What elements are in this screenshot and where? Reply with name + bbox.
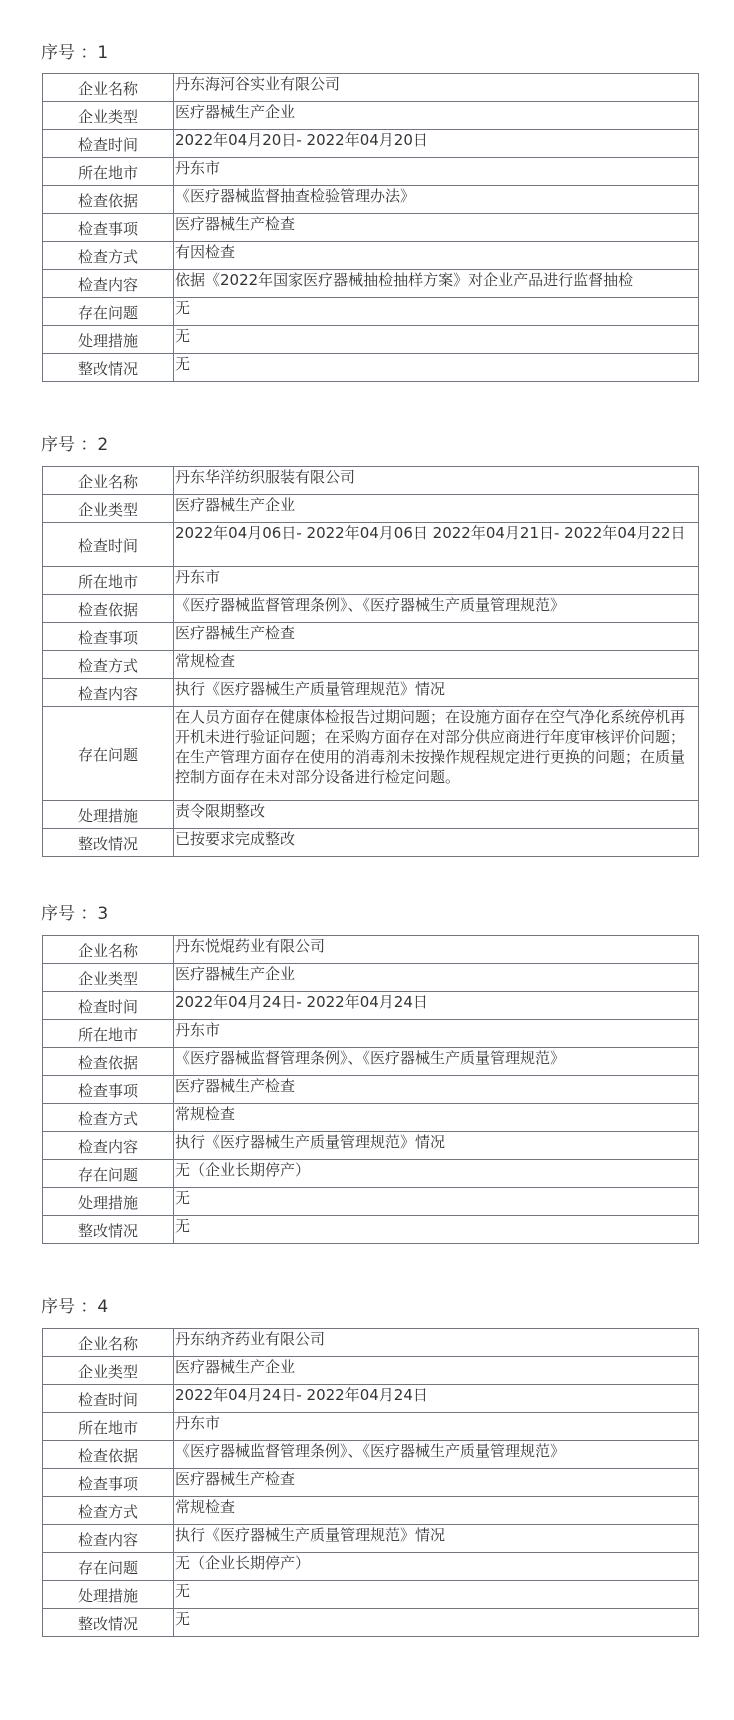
row-label: 企业类型 (43, 964, 174, 992)
table-row (43, 1497, 699, 1525)
table-row (43, 1609, 699, 1637)
row-value: 医疗器械生产检查 (174, 623, 699, 651)
row-label: 所在地市 (43, 158, 174, 186)
row-label: 整改情况 (43, 829, 174, 857)
table-row (43, 1188, 699, 1216)
row-value: 医疗器械生产企业 (174, 102, 699, 130)
row-value: 常规检查 (174, 651, 699, 679)
row-label: 所在地市 (43, 567, 174, 595)
row-label: 检查内容 (43, 1132, 174, 1160)
row-label: 检查依据 (43, 186, 174, 214)
row-label: 整改情况 (43, 1609, 174, 1637)
row-value: 《医疗器械监督抽查检验管理办法》 (174, 186, 699, 214)
table-row (43, 186, 699, 214)
table-row (43, 242, 699, 270)
table-row (43, 651, 699, 679)
table-row (43, 1329, 699, 1357)
row-value: 无（企业长期停产） (174, 1160, 699, 1188)
table-row (43, 1048, 699, 1076)
table-row (43, 1216, 699, 1244)
row-value: 依据《2022年国家医疗器械抽检抽样方案》对企业产品进行监督抽检 (174, 270, 699, 298)
record-table (42, 466, 699, 857)
table-row (43, 1469, 699, 1497)
table-row (43, 158, 699, 186)
table-row (43, 1581, 699, 1609)
record-table (42, 73, 699, 382)
table-row (43, 1160, 699, 1188)
row-value: 常规检查 (174, 1104, 699, 1132)
table-row (43, 1441, 699, 1469)
table-row (43, 1132, 699, 1160)
table-row (43, 1385, 699, 1413)
row-label: 处理措施 (43, 1188, 174, 1216)
row-value: 丹东纳齐药业有限公司 (174, 1329, 699, 1357)
record-heading: 序号 ：4 (41, 1297, 109, 1317)
table-row (43, 1525, 699, 1553)
table-row (43, 707, 699, 801)
row-label: 检查时间 (43, 1385, 174, 1413)
row-label: 检查方式 (43, 1497, 174, 1525)
row-label: 存在问题 (43, 1160, 174, 1188)
row-label: 存在问题 (43, 707, 174, 801)
row-label: 企业类型 (43, 102, 174, 130)
row-label: 检查事项 (43, 214, 174, 242)
row-value: 无 (174, 354, 699, 382)
record-heading: 序号 ：2 (41, 435, 109, 455)
row-label: 检查方式 (43, 651, 174, 679)
record-table (42, 935, 699, 1244)
row-value: 丹东市 (174, 1020, 699, 1048)
table-row (43, 1413, 699, 1441)
row-value: 《医疗器械监督管理条例》、《医疗器械生产质量管理规范》 (174, 595, 699, 623)
row-value: 已按要求完成整改 (174, 829, 699, 857)
table-row (43, 1553, 699, 1581)
row-label: 检查时间 (43, 523, 174, 567)
row-label: 整改情况 (43, 354, 174, 382)
row-value: 丹东海河谷实业有限公司 (174, 74, 699, 102)
row-value: 2022年04月24日- 2022年04月24日 (174, 992, 699, 1020)
table-row (43, 829, 699, 857)
row-label: 检查依据 (43, 595, 174, 623)
row-label: 检查依据 (43, 1048, 174, 1076)
record-heading: 序号 ：1 (41, 43, 109, 63)
table-row (43, 567, 699, 595)
row-label: 检查事项 (43, 1469, 174, 1497)
row-label: 检查方式 (43, 242, 174, 270)
table-row (43, 1357, 699, 1385)
table-row (43, 298, 699, 326)
row-value: 无 (174, 1609, 699, 1637)
row-value: 医疗器械生产检查 (174, 1469, 699, 1497)
row-value: 医疗器械生产企业 (174, 964, 699, 992)
row-value: 执行《医疗器械生产质量管理规范》情况 (174, 1132, 699, 1160)
row-value: 丹东市 (174, 1413, 699, 1441)
row-label: 存在问题 (43, 298, 174, 326)
table-row (43, 326, 699, 354)
row-value: 无（企业长期停产） (174, 1553, 699, 1581)
row-label: 企业名称 (43, 74, 174, 102)
table-row (43, 595, 699, 623)
table-row (43, 801, 699, 829)
row-label: 检查内容 (43, 1525, 174, 1553)
table-row (43, 623, 699, 651)
table-row (43, 74, 699, 102)
table-row (43, 214, 699, 242)
row-value: 无 (174, 1581, 699, 1609)
table-row (43, 270, 699, 298)
table-row (43, 1104, 699, 1132)
row-label: 企业名称 (43, 467, 174, 495)
row-value: 执行《医疗器械生产质量管理规范》情况 (174, 679, 699, 707)
row-value: 丹东华洋纺织服装有限公司 (174, 467, 699, 495)
row-label: 检查内容 (43, 679, 174, 707)
row-label: 检查时间 (43, 130, 174, 158)
row-value: 有因检查 (174, 242, 699, 270)
row-value: 无 (174, 326, 699, 354)
row-label: 检查事项 (43, 1076, 174, 1104)
table-row (43, 1076, 699, 1104)
row-value: 丹东市 (174, 158, 699, 186)
row-value: 无 (174, 1188, 699, 1216)
table-row (43, 467, 699, 495)
row-value: 医疗器械生产企业 (174, 1357, 699, 1385)
table-row (43, 354, 699, 382)
row-label: 处理措施 (43, 1581, 174, 1609)
row-label: 企业名称 (43, 1329, 174, 1357)
row-label: 存在问题 (43, 1553, 174, 1581)
table-row (43, 964, 699, 992)
row-value: 医疗器械生产检查 (174, 214, 699, 242)
row-label: 企业类型 (43, 495, 174, 523)
row-label: 所在地市 (43, 1020, 174, 1048)
row-label: 检查依据 (43, 1441, 174, 1469)
row-value: 2022年04月24日- 2022年04月24日 (174, 1385, 699, 1413)
table-row (43, 679, 699, 707)
row-label: 企业类型 (43, 1357, 174, 1385)
row-value: 丹东市 (174, 567, 699, 595)
row-value: 无 (174, 1216, 699, 1244)
row-label: 检查内容 (43, 270, 174, 298)
table-row (43, 102, 699, 130)
table-row (43, 1020, 699, 1048)
row-value: 医疗器械生产检查 (174, 1076, 699, 1104)
row-label: 所在地市 (43, 1413, 174, 1441)
table-row (43, 523, 699, 567)
table-row (43, 130, 699, 158)
row-value: 《医疗器械监督管理条例》、《医疗器械生产质量管理规范》 (174, 1048, 699, 1076)
row-value: 2022年04月20日- 2022年04月20日 (174, 130, 699, 158)
row-value: 2022年04月06日- 2022年04月06日 2022年04月21日- 2022年04月22日 (174, 523, 699, 567)
row-value: 《医疗器械监督管理条例》、《医疗器械生产质量管理规范》 (174, 1441, 699, 1469)
row-value: 常规检查 (174, 1497, 699, 1525)
table-row (43, 495, 699, 523)
table-row (43, 936, 699, 964)
row-value: 无 (174, 298, 699, 326)
record-heading: 序号 ：3 (41, 904, 109, 924)
row-label: 检查事项 (43, 623, 174, 651)
row-value: 在人员方面存在健康体检报告过期问题；在设施方面存在空气净化系统停机再开机未进行验证问题；在采购方面存在对部分供应商进行年度审核评价问题；在生产管理方面存在使用的消毒剂未按操作规程规定进行更换的问题；在质量控制方面存在未对部分设备进行检定问题。 (174, 707, 699, 801)
record-table (42, 1328, 699, 1637)
row-value: 丹东悦焜药业有限公司 (174, 936, 699, 964)
table-row (43, 992, 699, 1020)
row-value: 医疗器械生产企业 (174, 495, 699, 523)
row-value: 执行《医疗器械生产质量管理规范》情况 (174, 1525, 699, 1553)
row-label: 检查时间 (43, 992, 174, 1020)
row-value: 责令限期整改 (174, 801, 699, 829)
row-label: 处理措施 (43, 801, 174, 829)
row-label: 处理措施 (43, 326, 174, 354)
row-label: 企业名称 (43, 936, 174, 964)
row-label: 检查方式 (43, 1104, 174, 1132)
row-label: 整改情况 (43, 1216, 174, 1244)
